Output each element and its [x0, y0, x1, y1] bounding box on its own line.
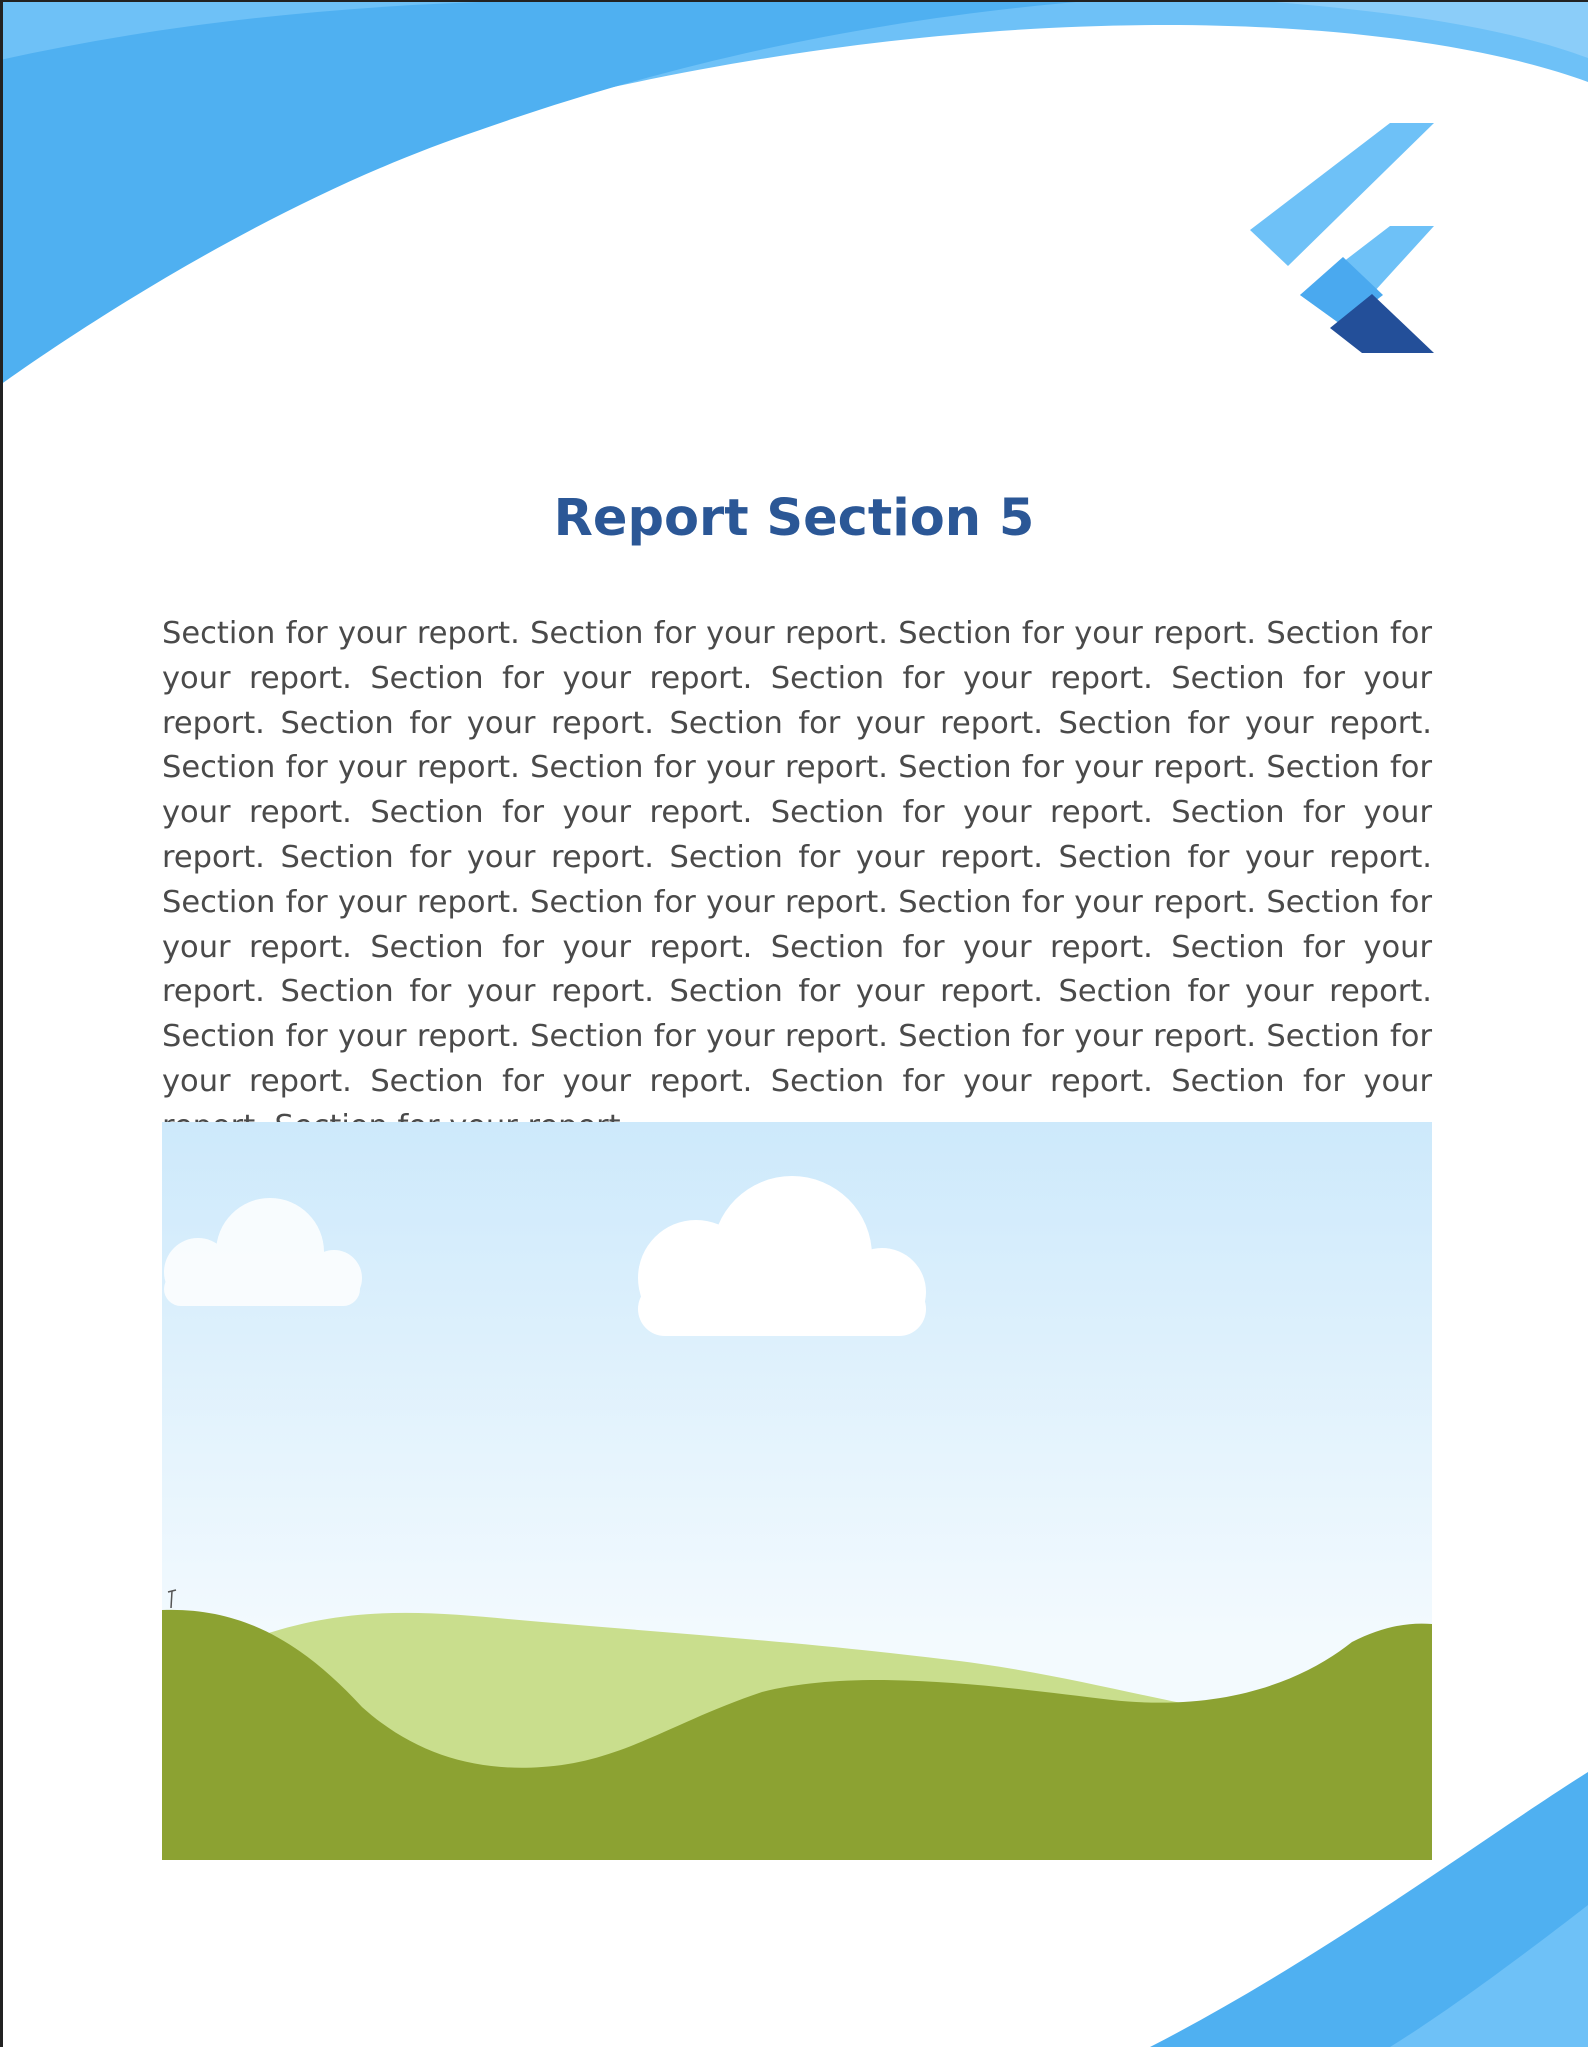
page-left-edge: [0, 0, 3, 2047]
top-wave-mid: [0, 0, 1100, 385]
page-top-edge: [0, 0, 1588, 2]
page-title: Report Section 5: [553, 489, 1035, 548]
landscape-illustration: [162, 1122, 1432, 1860]
body-paragraph: Section for your report. Section for your report. Section for your report. Section for your report. Section for your report. Section for your report. Section for your report. Section for your report. Section for your report. Section for your report. Section for your report. Section for your report. Section for your report. Section for your report. Section for your report. Section for your report. Section for your report. Section for your report. Section for your report. Section for your report. Section for your report. Section for your report. Section for your report. Section for your report. Section for your report. Section for your report. Section for your report. Section for your report. Section for your report. Section for your report. Section for your report. Section for your report. Section for your report. Section for your report. Section for your report. Section for your report. Section for your: [162, 616, 1432, 1099]
flutter-logo-icon: [1240, 118, 1440, 358]
